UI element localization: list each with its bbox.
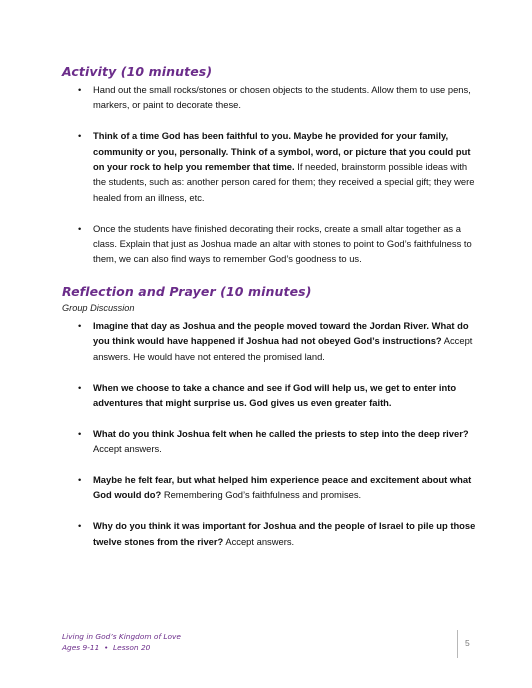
item-bold-text: Think of a time God has been faithful to you. Maybe he provided for your family, community or you, personally. Think of a symbol, word, or picture that you could put on your rock to help you remember that time. bbox=[93, 130, 471, 173]
item-text: Accept answers. bbox=[223, 535, 295, 547]
item-text: If needed, brainstorm possible ideas with the students, such as: another person cared for them; they received a special gift; they were healed from an illness, etc. bbox=[93, 161, 475, 203]
list-item bbox=[0, 380, 479, 411]
item-text: Hand out the small rocks/stones or chosen objects to the students. Allow them to use pens, markers, or paint to decorate these. bbox=[93, 84, 471, 111]
list-item bbox=[0, 472, 479, 503]
reflection-heading: Reflection and Prayer (10 minutes) bbox=[62, 284, 312, 299]
separator-bullet: • bbox=[103, 642, 109, 652]
group-discussion-subheading: Group Discussion bbox=[62, 303, 135, 313]
item-bold-text: Maybe he felt fear, but what helped him experience peace and excitement about what God would do? bbox=[93, 474, 472, 501]
activity-heading: Activity (10 minutes) bbox=[62, 64, 213, 79]
item-bold-text: What do you think Joshua felt when he called the priests to step into the deep river? bbox=[93, 427, 469, 439]
item-text: Once the students have finished decorating their rocks, create a small altar together as a class. Explain that just as Joshua made an altar with stones to point to God’s faithfulness to them, we can also find ways to remember God’s goodness to us. bbox=[93, 222, 472, 265]
ages-label: Ages 9-11 bbox=[62, 642, 100, 652]
item-bold-text: When we choose to take a chance and see if God will help us, we get to enter into adventures that might surprise us. God gives us even greater faith. bbox=[93, 381, 457, 409]
list-item bbox=[0, 518, 479, 549]
item-bold-text: Imagine that day as Joshua and the people moved toward the Jordan River. What do you think would have happened if Joshua had not obeyed God’s instructions? bbox=[93, 320, 469, 347]
list-item bbox=[0, 318, 479, 364]
activity-list bbox=[0, 82, 479, 267]
page-footer bbox=[62, 632, 181, 653]
page-number: 5 bbox=[465, 638, 470, 648]
item-bold-text: Why do you think it was important for Joshua and the people of Israel to pile up those twelve stones from the river? bbox=[93, 520, 476, 547]
curriculum-title: Living in God’s Kingdom of Love bbox=[62, 632, 181, 641]
list-item bbox=[0, 221, 479, 267]
lesson-info bbox=[62, 643, 181, 654]
list-item bbox=[0, 128, 479, 205]
reflection-list bbox=[0, 318, 479, 549]
footer-divider bbox=[457, 630, 458, 658]
item-text: Accept answers. bbox=[93, 443, 162, 455]
list-item bbox=[0, 82, 479, 113]
lesson-label: Lesson 20 bbox=[113, 642, 151, 652]
list-item bbox=[0, 426, 479, 457]
item-text: Remembering God’s faithfulness and promises. bbox=[161, 489, 362, 501]
item-text: Accept answers. He would have not entered the promised land. bbox=[93, 335, 473, 362]
